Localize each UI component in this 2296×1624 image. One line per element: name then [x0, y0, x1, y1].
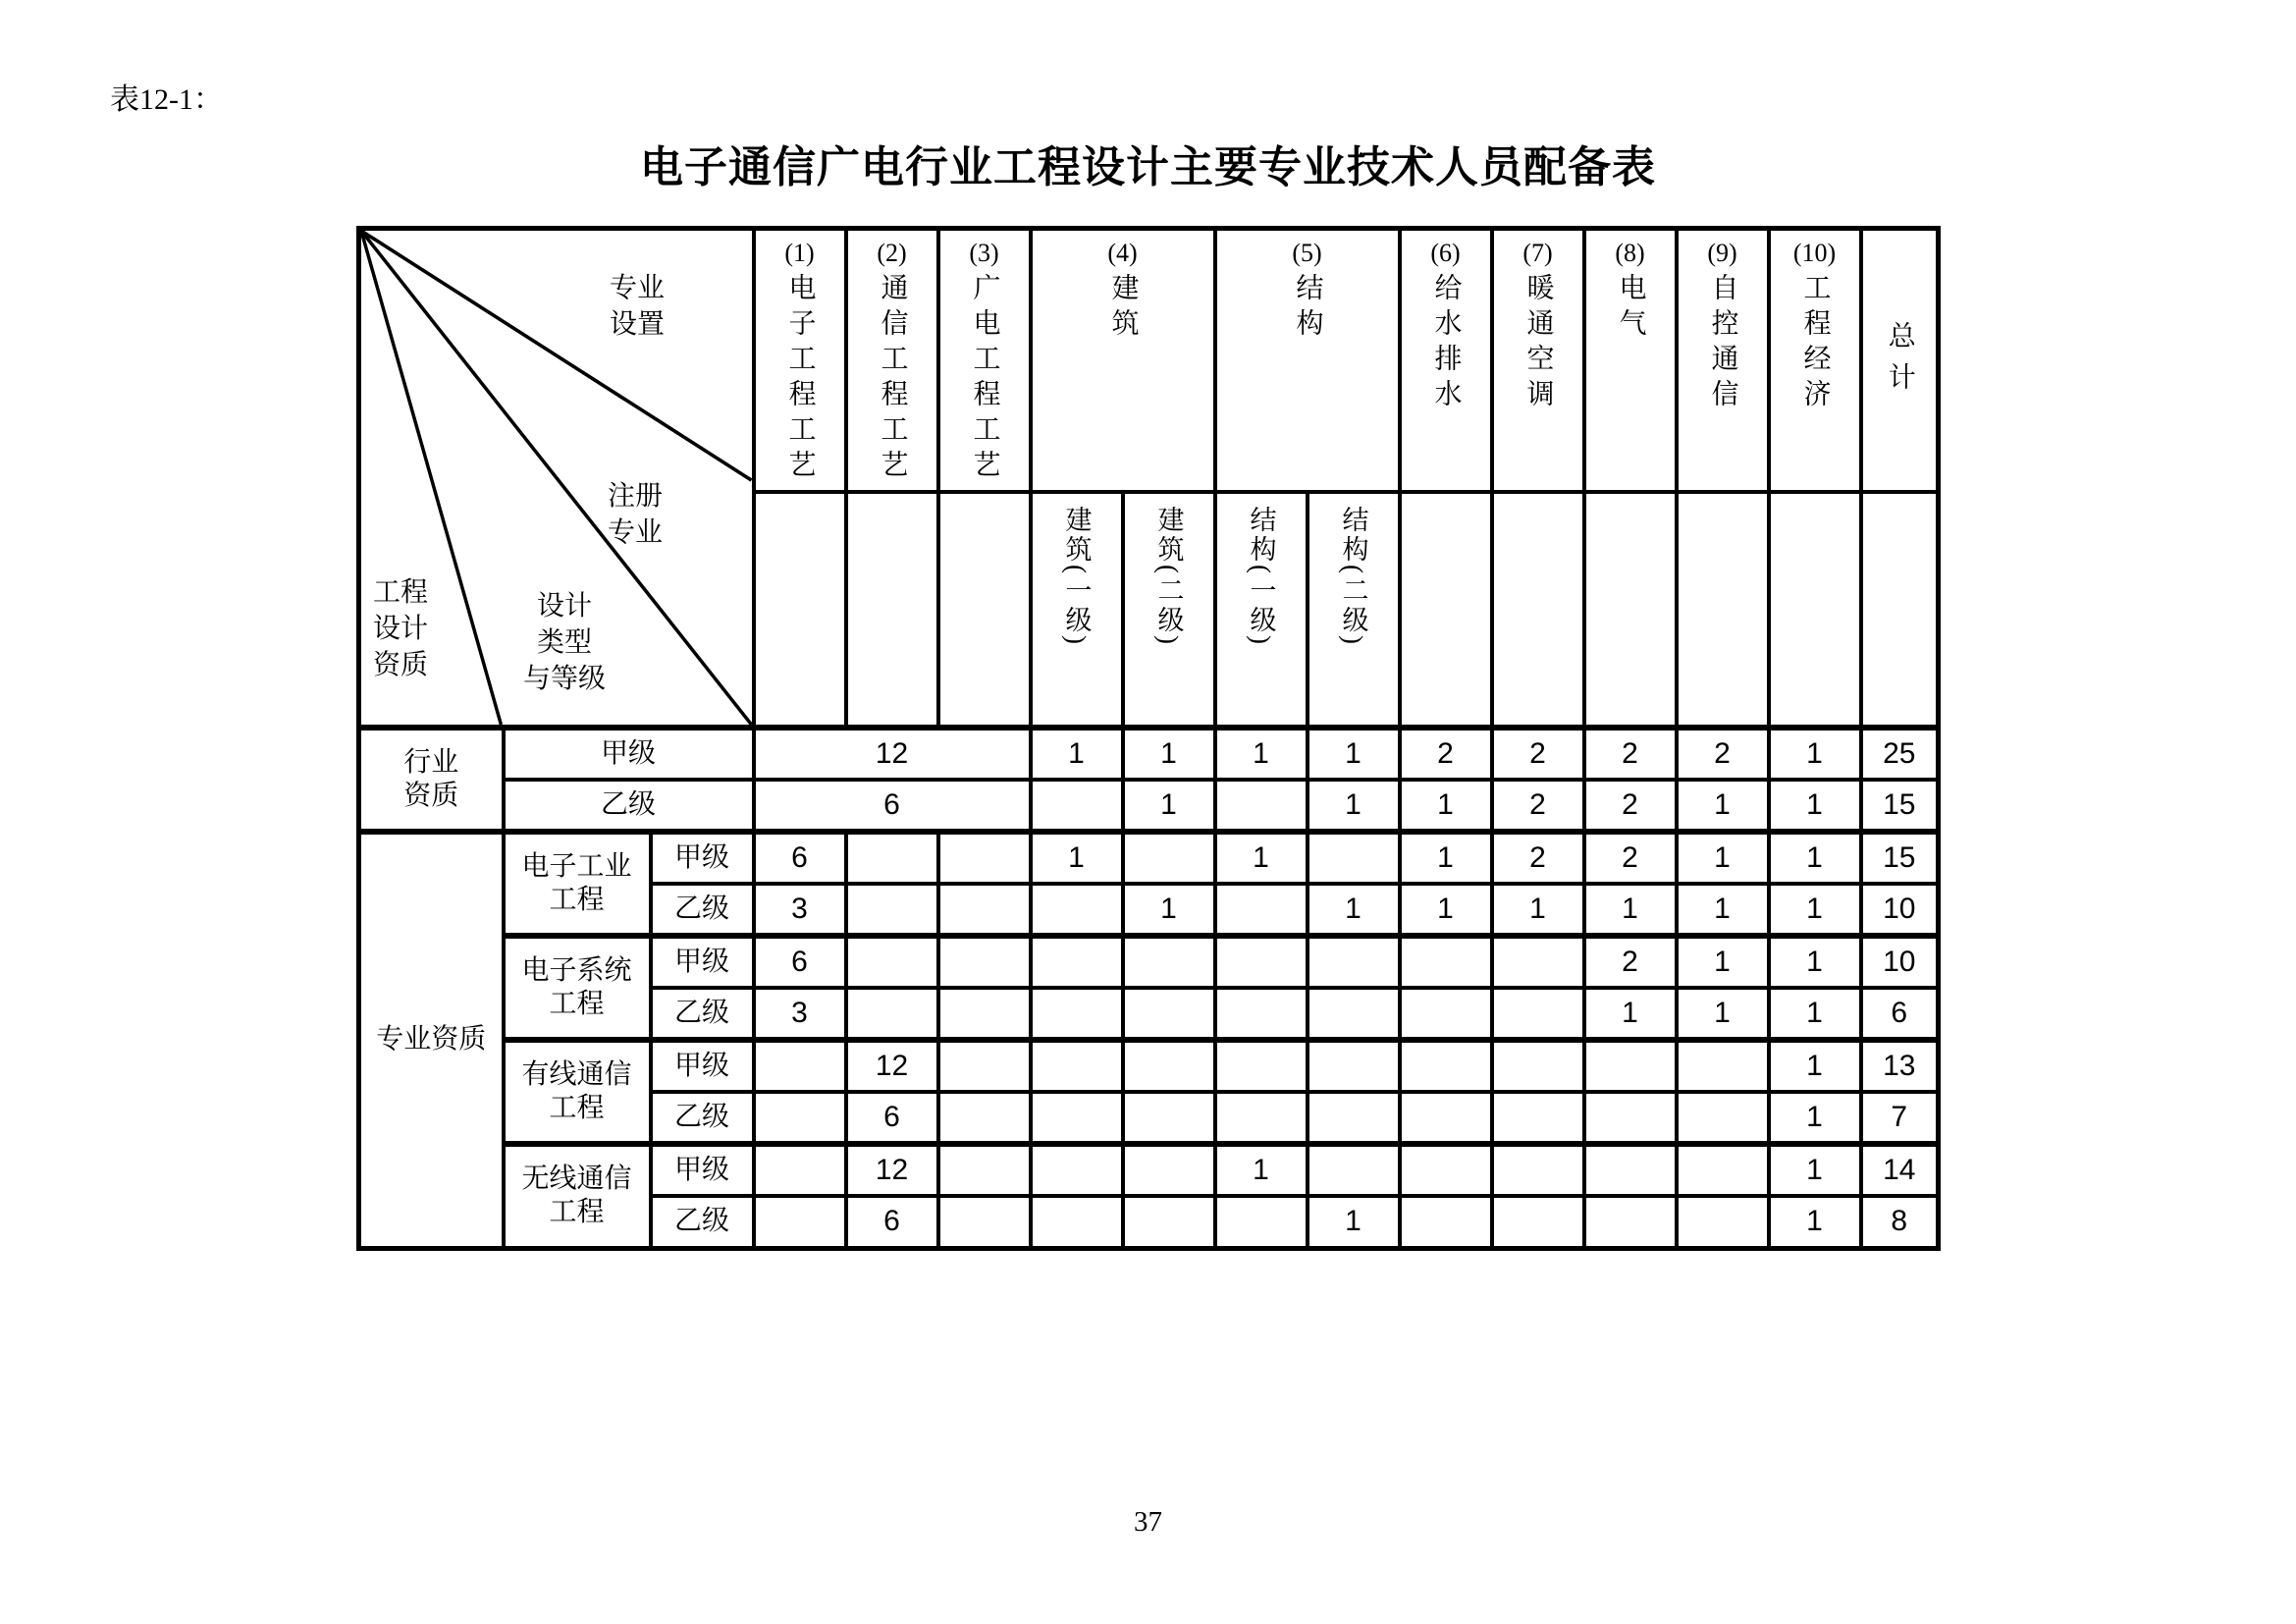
data-cell: 2 — [1492, 780, 1584, 832]
data-cell: 2 — [1492, 728, 1584, 780]
data-cell: 1 — [1677, 884, 1769, 936]
data-cell: 1 — [1677, 780, 1769, 832]
data-cell — [1677, 1092, 1769, 1144]
empty-cell — [938, 492, 1031, 728]
col-number: (1) — [784, 239, 815, 267]
category-cell: 无线通信 工程 — [504, 1144, 651, 1248]
data-cell: 1 — [1677, 936, 1769, 988]
data-cell: 1 — [1308, 1196, 1400, 1248]
data-cell — [1584, 1092, 1677, 1144]
subheader-architecture-grade2 — [1123, 492, 1215, 728]
data-cell: 1 — [1308, 780, 1400, 832]
data-cell: 2 — [1584, 832, 1677, 884]
data-cell: 1 — [1769, 1040, 1861, 1092]
header-col-3 — [938, 229, 1031, 493]
category-cell: 电子系统 工程 — [504, 936, 651, 1040]
header-col-9 — [1677, 229, 1769, 493]
data-cell: 6 — [754, 936, 846, 988]
total-cell: 8 — [1861, 1196, 1939, 1248]
row-wired-comm-grade-a — [359, 1040, 1939, 1092]
header-col-6 — [1400, 229, 1492, 493]
grade-cell: 乙级 — [504, 780, 754, 832]
page-title: 电子通信广电行业工程设计主要专业技术人员配备表 — [640, 143, 1656, 191]
group-cell-specialty: 专业资质 — [359, 832, 504, 1248]
empty-cell — [1492, 492, 1584, 728]
header-col-1 — [754, 229, 846, 493]
col-name-vertical: 广电工程工艺 — [969, 273, 1000, 485]
data-cell: 1 — [1215, 1144, 1308, 1196]
corner-label-engineering-design-qualification: 工程 设计 资质 — [373, 577, 429, 680]
subheader-structure-grade1 — [1215, 492, 1308, 728]
data-cell: 3 — [754, 884, 846, 936]
category-cell: 电子工业 工程 — [504, 832, 651, 936]
subcol-name-vertical: 结构(二级) — [1338, 506, 1368, 647]
data-cell — [1492, 1092, 1584, 1144]
total-label-vertical: 总计 — [1884, 320, 1915, 404]
data-cell — [1031, 1144, 1123, 1196]
data-cell: 1 — [1400, 884, 1492, 936]
total-cell: 10 — [1861, 884, 1939, 936]
row-electronic-industry-grade-a — [359, 832, 1939, 884]
empty-cell — [1861, 492, 1939, 728]
empty-cell — [1400, 492, 1492, 728]
data-cell: 1 — [1308, 728, 1400, 780]
grade-cell: 乙级 — [651, 1092, 754, 1144]
data-cell: 1 — [1123, 728, 1215, 780]
data-cell: 1 — [1031, 832, 1123, 884]
data-cell — [1123, 1196, 1215, 1248]
grade-cell: 甲级 — [504, 728, 754, 780]
data-cell: 1 — [1215, 728, 1308, 780]
data-cell — [1492, 1144, 1584, 1196]
data-cell — [1677, 1144, 1769, 1196]
data-cell: 1 — [1584, 884, 1677, 936]
data-cell — [1031, 780, 1123, 832]
data-cell: 2 — [1584, 728, 1677, 780]
data-cell — [754, 1092, 846, 1144]
data-cell — [1584, 1040, 1677, 1092]
data-cell — [1677, 1196, 1769, 1248]
data-cell: 6 — [754, 780, 1031, 832]
subcol-name-vertical: 结构(一级) — [1246, 506, 1276, 647]
data-cell: 2 — [1492, 832, 1584, 884]
data-cell: 2 — [1584, 936, 1677, 988]
data-cell — [1308, 832, 1400, 884]
empty-cell — [1677, 492, 1769, 728]
grade-cell: 甲级 — [651, 1144, 754, 1196]
data-cell: 1 — [1677, 988, 1769, 1040]
category-cell: 有线通信 工程 — [504, 1040, 651, 1144]
row-wireless-comm-grade-a — [359, 1144, 1939, 1196]
corner-label-registered-specialty: 注册 专业 — [607, 481, 663, 548]
data-cell: 12 — [846, 1040, 938, 1092]
data-cell — [1492, 936, 1584, 988]
data-cell: 12 — [846, 1144, 938, 1196]
data-cell — [1123, 1092, 1215, 1144]
data-cell: 6 — [846, 1196, 938, 1248]
data-cell — [1492, 1196, 1584, 1248]
data-cell: 1 — [1769, 1196, 1861, 1248]
data-cell — [754, 1196, 846, 1248]
data-cell — [1308, 1144, 1400, 1196]
subcol-name-vertical: 建筑(二级) — [1153, 506, 1184, 647]
data-cell — [754, 1144, 846, 1196]
data-cell — [1308, 988, 1400, 1040]
col-name-vertical: 电子工程工艺 — [784, 273, 816, 485]
col-number: (2) — [877, 239, 907, 267]
data-cell: 1 — [1308, 884, 1400, 936]
grade-cell: 甲级 — [651, 936, 754, 988]
data-cell — [1031, 988, 1123, 1040]
data-cell — [938, 832, 1031, 884]
subcol-name-vertical: 建筑(一级) — [1061, 506, 1092, 647]
corner-label-specialty-setup: 专业 设置 — [609, 273, 665, 340]
total-cell: 13 — [1861, 1040, 1939, 1092]
data-cell — [938, 988, 1031, 1040]
data-cell: 1 — [1400, 780, 1492, 832]
empty-cell — [754, 492, 846, 728]
col-name-vertical: 暖通空调 — [1522, 273, 1554, 414]
subheader-structure-grade2 — [1308, 492, 1400, 728]
data-cell: 1 — [1769, 884, 1861, 936]
col-number: (5) — [1292, 239, 1322, 267]
total-cell: 10 — [1861, 936, 1939, 988]
data-cell — [1400, 988, 1492, 1040]
data-cell — [1492, 1040, 1584, 1092]
col-number: (6) — [1430, 239, 1461, 267]
total-cell: 15 — [1861, 780, 1939, 832]
data-cell — [1215, 1092, 1308, 1144]
data-cell — [1400, 1040, 1492, 1092]
data-cell — [846, 884, 938, 936]
col-name-vertical: 给水排水 — [1430, 273, 1462, 414]
data-cell: 12 — [754, 728, 1031, 780]
data-cell — [1308, 936, 1400, 988]
data-cell — [754, 1040, 846, 1092]
data-cell — [1031, 1196, 1123, 1248]
header-col-5-structure — [1215, 229, 1400, 493]
data-cell — [1031, 884, 1123, 936]
data-cell — [1215, 780, 1308, 832]
corner-cell — [359, 229, 754, 729]
data-cell: 1 — [1769, 780, 1861, 832]
data-cell: 1 — [1400, 832, 1492, 884]
grade-cell: 乙级 — [651, 988, 754, 1040]
data-cell — [938, 1092, 1031, 1144]
data-cell: 1 — [1677, 832, 1769, 884]
data-cell — [1308, 1040, 1400, 1092]
row-electronic-system-grade-a — [359, 936, 1939, 988]
row-industry-grade-a — [359, 728, 1939, 780]
data-cell: 6 — [754, 832, 846, 884]
data-cell: 6 — [846, 1092, 938, 1144]
col-name-vertical: 建筑 — [1107, 273, 1139, 344]
data-cell: 1 — [1769, 832, 1861, 884]
header-row-1 — [359, 229, 1939, 493]
data-cell: 1 — [1031, 728, 1123, 780]
col-name-vertical: 通信工程工艺 — [877, 273, 908, 485]
group-cell-industry: 行业 资质 — [359, 728, 504, 832]
grade-cell: 乙级 — [651, 884, 754, 936]
data-cell: 1 — [1769, 728, 1861, 780]
data-cell — [1215, 988, 1308, 1040]
table-label: 表12-1： — [110, 83, 223, 116]
data-cell — [1215, 1196, 1308, 1248]
data-cell — [1031, 1092, 1123, 1144]
data-cell — [1400, 1144, 1492, 1196]
data-cell: 1 — [1123, 780, 1215, 832]
data-cell: 1 — [1215, 832, 1308, 884]
page-number: 37 — [1134, 1506, 1162, 1538]
data-cell — [1215, 1040, 1308, 1092]
empty-cell — [846, 492, 938, 728]
empty-cell — [1769, 492, 1861, 728]
data-cell — [1400, 936, 1492, 988]
data-cell — [1215, 884, 1308, 936]
data-cell: 1 — [1769, 988, 1861, 1040]
personnel-allocation-table — [356, 226, 1941, 1251]
col-name-vertical: 结构 — [1292, 273, 1323, 344]
header-col-total — [1861, 229, 1939, 493]
subheader-architecture-grade1 — [1031, 492, 1123, 728]
col-name-vertical: 电气 — [1615, 273, 1646, 344]
data-cell: 3 — [754, 988, 846, 1040]
data-cell — [1031, 1040, 1123, 1092]
data-cell — [1492, 988, 1584, 1040]
total-cell: 7 — [1861, 1092, 1939, 1144]
grade-cell: 甲级 — [651, 1040, 754, 1092]
col-number: (9) — [1707, 239, 1737, 267]
data-cell — [1215, 936, 1308, 988]
empty-cell — [1584, 492, 1677, 728]
data-cell: 1 — [1769, 1144, 1861, 1196]
total-cell: 14 — [1861, 1144, 1939, 1196]
row-industry-grade-b — [359, 780, 1939, 832]
data-cell — [846, 936, 938, 988]
header-col-7 — [1492, 229, 1584, 493]
data-cell: 2 — [1400, 728, 1492, 780]
data-cell — [938, 936, 1031, 988]
col-number: (7) — [1522, 239, 1553, 267]
corner-label-design-type-grade: 设计 类型 与等级 — [522, 591, 606, 694]
data-cell — [1123, 936, 1215, 988]
grade-cell: 甲级 — [651, 832, 754, 884]
data-cell — [1031, 936, 1123, 988]
data-cell: 2 — [1584, 780, 1677, 832]
data-cell: 1 — [1123, 884, 1215, 936]
header-col-2 — [846, 229, 938, 493]
data-cell: 1 — [1492, 884, 1584, 936]
data-cell — [1308, 1092, 1400, 1144]
total-cell: 6 — [1861, 988, 1939, 1040]
data-cell — [1123, 1144, 1215, 1196]
header-col-8 — [1584, 229, 1677, 493]
data-cell — [938, 1196, 1031, 1248]
col-number: (8) — [1615, 239, 1645, 267]
data-cell: 1 — [1769, 936, 1861, 988]
data-cell — [1400, 1092, 1492, 1144]
col-name-vertical: 自控通信 — [1707, 273, 1738, 414]
data-cell — [1677, 1040, 1769, 1092]
data-cell — [1584, 1196, 1677, 1248]
col-name-vertical: 工程经济 — [1799, 273, 1831, 414]
data-cell — [846, 832, 938, 884]
grade-cell: 乙级 — [651, 1196, 754, 1248]
data-cell — [1584, 1144, 1677, 1196]
header-col-4-architecture — [1031, 229, 1215, 493]
total-cell: 15 — [1861, 832, 1939, 884]
data-cell — [1123, 832, 1215, 884]
col-number: (10) — [1792, 239, 1837, 267]
data-cell — [1400, 1196, 1492, 1248]
col-number: (4) — [1107, 239, 1138, 267]
data-cell: 1 — [1769, 1092, 1861, 1144]
total-cell: 25 — [1861, 728, 1939, 780]
data-cell — [938, 1040, 1031, 1092]
data-cell — [1123, 1040, 1215, 1092]
data-cell — [938, 884, 1031, 936]
data-cell: 1 — [1584, 988, 1677, 1040]
data-cell — [938, 1144, 1031, 1196]
data-cell — [1123, 988, 1215, 1040]
col-number: (3) — [969, 239, 999, 267]
data-cell: 2 — [1677, 728, 1769, 780]
data-cell — [846, 988, 938, 1040]
header-col-10 — [1769, 229, 1861, 493]
